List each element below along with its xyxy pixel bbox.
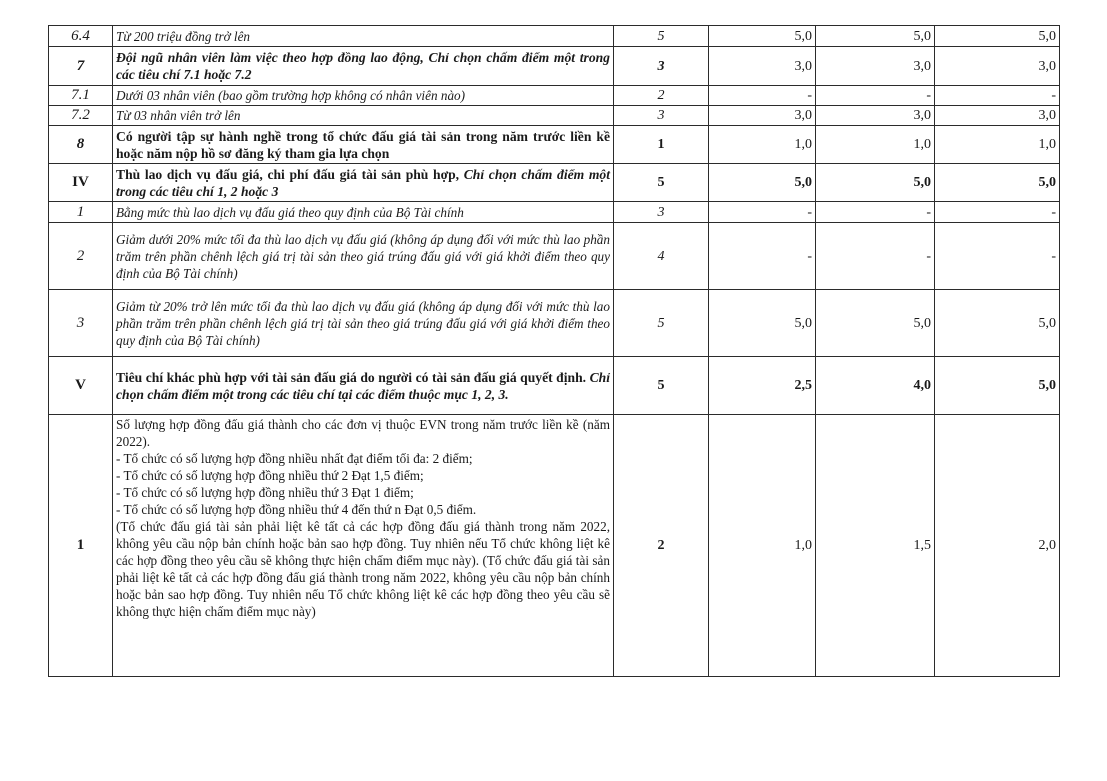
score-cell: 4,0 xyxy=(816,357,935,415)
max-score: 3 xyxy=(614,202,709,223)
criterion-title: Đội ngũ nhân viên làm việc theo hợp đồng lao động, xyxy=(116,50,429,65)
score-cell: 3,0 xyxy=(816,47,935,86)
score-cell: - xyxy=(709,202,816,223)
criterion-line: - Tổ chức có số lượng hợp đồng nhiều thứ 4 đến thứ n Đạt 0,5 điểm. xyxy=(116,502,477,517)
table-row xyxy=(49,26,1060,47)
score-cell: 1,0 xyxy=(816,126,935,164)
score-cell: 3,0 xyxy=(709,106,816,126)
row-number: 1 xyxy=(49,202,113,223)
score-cell: 5,0 xyxy=(709,290,816,357)
table-row xyxy=(49,86,1060,106)
score-cell: 5,0 xyxy=(816,164,935,202)
score-cell: 2,5 xyxy=(709,357,816,415)
table-row xyxy=(49,164,1060,202)
row-number: 2 xyxy=(49,223,113,290)
criterion-line: - Tổ chức có số lượng hợp đồng nhiều thứ 2 Đạt 1,5 điểm; xyxy=(116,468,424,483)
criterion-line: - Tổ chức có số lượng hợp đồng nhiều thứ 3 Đạt 1 điểm; xyxy=(116,485,414,500)
score-cell: - xyxy=(935,86,1060,106)
max-score: 1 xyxy=(614,126,709,164)
score-cell: 2,0 xyxy=(935,415,1060,677)
criterion-text: Từ 03 nhân viên trở lên xyxy=(113,106,614,126)
score-cell: - xyxy=(816,223,935,290)
max-score: 5 xyxy=(614,357,709,415)
row-number: 8 xyxy=(49,126,113,164)
criterion-text xyxy=(113,164,614,202)
max-score: 5 xyxy=(614,26,709,47)
criterion-text: Bằng mức thù lao dịch vụ đấu giá theo quy định của Bộ Tài chính xyxy=(113,202,614,223)
row-number: 7.1 xyxy=(49,86,113,106)
score-cell: - xyxy=(935,223,1060,290)
table-row xyxy=(49,223,1060,290)
criterion-note: Chỉ chọn chấm điểm một trong các tiêu chí 1, 2 hoặc 3 xyxy=(116,166,610,199)
table-row xyxy=(49,202,1060,223)
criterion-title: Tiêu chí khác phù hợp với tài sản đấu giá do người có tài sản đấu giá quyết định. xyxy=(116,369,590,385)
max-score: 5 xyxy=(614,290,709,357)
score-cell: 3,0 xyxy=(816,106,935,126)
max-score: 2 xyxy=(614,86,709,106)
criterion-text: Giảm dưới 20% mức tối đa thù lao dịch vụ đấu giá (không áp dụng đối với mức thù lao phần trăm trên phần chênh lệch giá trị tài sản theo giá trúng đấu giá với giá khởi điểm theo quy định của Bộ Tài chính) xyxy=(113,223,614,290)
criterion-note: Chỉ chọn chấm điểm một trong các tiêu chí tại các điểm thuộc mục 1, 2, 3. xyxy=(116,369,610,402)
criterion-text: Từ 200 triệu đồng trở lên xyxy=(113,26,614,47)
table-row xyxy=(49,106,1060,126)
scoring-table xyxy=(48,25,1060,677)
table-row xyxy=(49,290,1060,357)
score-cell: 1,5 xyxy=(816,415,935,677)
table-row xyxy=(49,357,1060,415)
row-number: 3 xyxy=(49,290,113,357)
max-score: 5 xyxy=(614,164,709,202)
criterion-text: Giảm từ 20% trở lên mức tối đa thù lao dịch vụ đấu giá (không áp dụng đối với mức thù lao phần trăm trên phần chênh lệch giá trị tài sản theo giá trúng đấu giá với giá khởi điểm theo quy định của Bộ Tài chính) xyxy=(113,290,614,357)
criterion-text: Dưới 03 nhân viên (bao gồm trường hợp không có nhân viên nào) xyxy=(113,86,614,106)
table-row xyxy=(49,415,1060,677)
criterion-line: - Tổ chức có số lượng hợp đồng nhiều nhất đạt điểm tối đa: 2 điểm; xyxy=(116,451,473,466)
max-score: 2 xyxy=(614,415,709,677)
score-cell: 3,0 xyxy=(709,47,816,86)
row-number: 7 xyxy=(49,47,113,86)
row-number: IV xyxy=(49,164,113,202)
score-cell: 5,0 xyxy=(935,26,1060,47)
score-cell: 5,0 xyxy=(816,290,935,357)
score-cell: - xyxy=(709,86,816,106)
score-cell: - xyxy=(709,223,816,290)
criterion-text xyxy=(113,47,614,86)
max-score: 4 xyxy=(614,223,709,290)
table-row xyxy=(49,47,1060,86)
score-cell: - xyxy=(816,202,935,223)
score-cell: 1,0 xyxy=(935,126,1060,164)
score-cell: 1,0 xyxy=(709,415,816,677)
score-cell: 1,0 xyxy=(709,126,816,164)
criterion-text: Có người tập sự hành nghề trong tổ chức đấu giá tài sản trong năm trước liền kề hoặc năm nộp hồ sơ đăng ký tham gia lựa chọn xyxy=(113,126,614,164)
criterion-line: Số lượng hợp đồng đấu giá thành cho các đơn vị thuộc EVN trong năm trước liền kề (năm 2022). xyxy=(116,417,610,449)
score-cell: - xyxy=(816,86,935,106)
row-number: V xyxy=(49,357,113,415)
criterion-line: (Tổ chức đấu giá tài sản phải liệt kê tất cả các hợp đồng đấu giá thành trong năm 2022, không yêu cầu nộp bản chính hoặc bản sao hợp đồng. Tuy nhiên nếu Tổ chức không liệt kê các hợp đồng theo yêu cầu sẽ không thực hiện chấm điểm mục này). (Tổ chức đấu giá tài sản phải liệt kê tất cả các hợp đồng đấu giá thành trong năm 2022, không yêu cầu nộp bản chính hoặc bản sao hợp đồng. Tuy nhiên nếu Tổ chức không liệt kê các hợp đồng theo yêu cầu sẽ không thực hiện chấm điểm mục này) xyxy=(116,519,610,619)
score-cell: 5,0 xyxy=(935,290,1060,357)
max-score: 3 xyxy=(614,47,709,86)
score-cell: 5,0 xyxy=(816,26,935,47)
score-cell: 3,0 xyxy=(935,106,1060,126)
criterion-title: Thù lao dịch vụ đấu giá, chi phí đấu giá tài sản phù hợp, xyxy=(116,166,464,182)
score-cell: 5,0 xyxy=(935,357,1060,415)
row-number: 1 xyxy=(49,415,113,677)
score-cell: 5,0 xyxy=(709,26,816,47)
criterion-note: Chỉ chọn chấm điểm một trong các tiêu chí 7.1 hoặc 7.2 xyxy=(116,50,610,82)
score-cell: 3,0 xyxy=(935,47,1060,86)
score-cell: - xyxy=(935,202,1060,223)
max-score: 3 xyxy=(614,106,709,126)
criterion-text xyxy=(113,415,614,677)
row-number: 7.2 xyxy=(49,106,113,126)
criterion-text xyxy=(113,357,614,415)
score-cell: 5,0 xyxy=(935,164,1060,202)
row-number: 6.4 xyxy=(49,26,113,47)
score-cell: 5,0 xyxy=(709,164,816,202)
table-row xyxy=(49,126,1060,164)
